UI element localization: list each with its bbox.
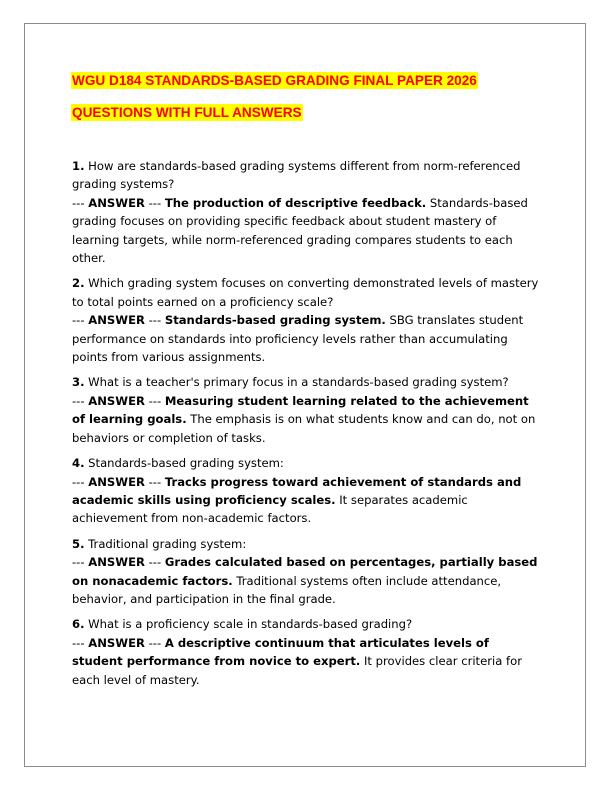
answer-suffix: --- <box>144 474 165 489</box>
answer-explanation: It separates academic achievement from non-academic factors. <box>72 492 468 526</box>
title-line-1: WGU D184 STANDARDS-BASED GRADING FINAL PAPER 2026 <box>72 73 477 88</box>
title-line-2: QUESTIONS WITH FULL ANSWERS <box>72 105 302 120</box>
question-item <box>72 157 542 267</box>
question-number: 5. <box>72 536 85 551</box>
question-item <box>72 535 542 609</box>
answer-suffix: --- <box>144 195 165 210</box>
question-item <box>72 615 542 689</box>
answer-explanation: SBG translates student performance on standards into proficiency levels rather than accumulating points from various assignments. <box>72 313 524 365</box>
answer-label: ANSWER <box>88 555 145 570</box>
answer-prefix: --- <box>72 195 89 210</box>
answer-label: ANSWER <box>88 393 145 408</box>
answer-label: ANSWER <box>88 474 145 489</box>
question-number: 3. <box>72 375 85 390</box>
answer-text: Standards-based grading system. <box>164 313 386 328</box>
question-number: 4. <box>72 456 85 471</box>
answer-prefix: --- <box>72 474 89 489</box>
question-number: 6. <box>72 617 85 632</box>
answer-text: Grades calculated based on percentages, partially based on nonacademic factors. <box>72 555 538 588</box>
answer-explanation: Standards-based grading focuses on providing specific feedback about student mastery of learning targets, while norm-referenced grading compares students to each other. <box>72 195 528 266</box>
question-item <box>72 274 542 366</box>
question-text: What is a proficiency scale in standards-based grading? <box>84 617 413 632</box>
question-text: Which grading system focuses on converting demonstrated levels of mastery to total points earned on a proficiency scale? <box>72 276 539 309</box>
answer-prefix: --- <box>72 393 89 408</box>
answer-prefix: --- <box>72 313 89 328</box>
question-number: 2. <box>72 276 85 291</box>
question-text: How are standards-based grading systems different from norm-referenced grading systems? <box>72 159 521 192</box>
answer-prefix: --- <box>72 555 89 570</box>
question-item <box>72 373 542 447</box>
question-item <box>72 454 542 528</box>
answer-text: The production of descriptive feedback. <box>164 195 427 210</box>
answer-explanation: It provides clear criteria for each level of mastery. <box>72 654 522 687</box>
answer-text: Tracks progress toward achievement of standards and academic skills using proficiency scales. <box>72 474 522 507</box>
question-number: 1. <box>72 159 85 173</box>
answer-suffix: --- <box>144 635 165 650</box>
question-text: Traditional grading system: <box>84 536 247 551</box>
answer-text: Measuring student learning related to the achievement of learning goals. <box>72 393 529 427</box>
answer-explanation: Traditional systems often include attendance, behavior, and participation in the final grade. <box>72 573 502 606</box>
question-text: What is a teacher's primary focus in a standards-based grading system? <box>84 375 509 390</box>
answer-suffix: --- <box>144 313 165 328</box>
answer-label: ANSWER <box>88 635 145 650</box>
answer-text: A descriptive continuum that articulates levels of student performance from novice to expert. <box>72 635 489 669</box>
answer-prefix: --- <box>72 635 89 650</box>
answer-explanation: The emphasis is on what students know and can do, not on behaviors or completion of tasks. <box>72 412 536 445</box>
answer-suffix: --- <box>144 555 165 570</box>
answer-suffix: --- <box>144 393 165 408</box>
answer-label: ANSWER <box>88 195 145 210</box>
question-list <box>72 157 542 696</box>
question-text: Standards-based grading system: <box>84 456 284 471</box>
answer-label: ANSWER <box>88 313 145 328</box>
